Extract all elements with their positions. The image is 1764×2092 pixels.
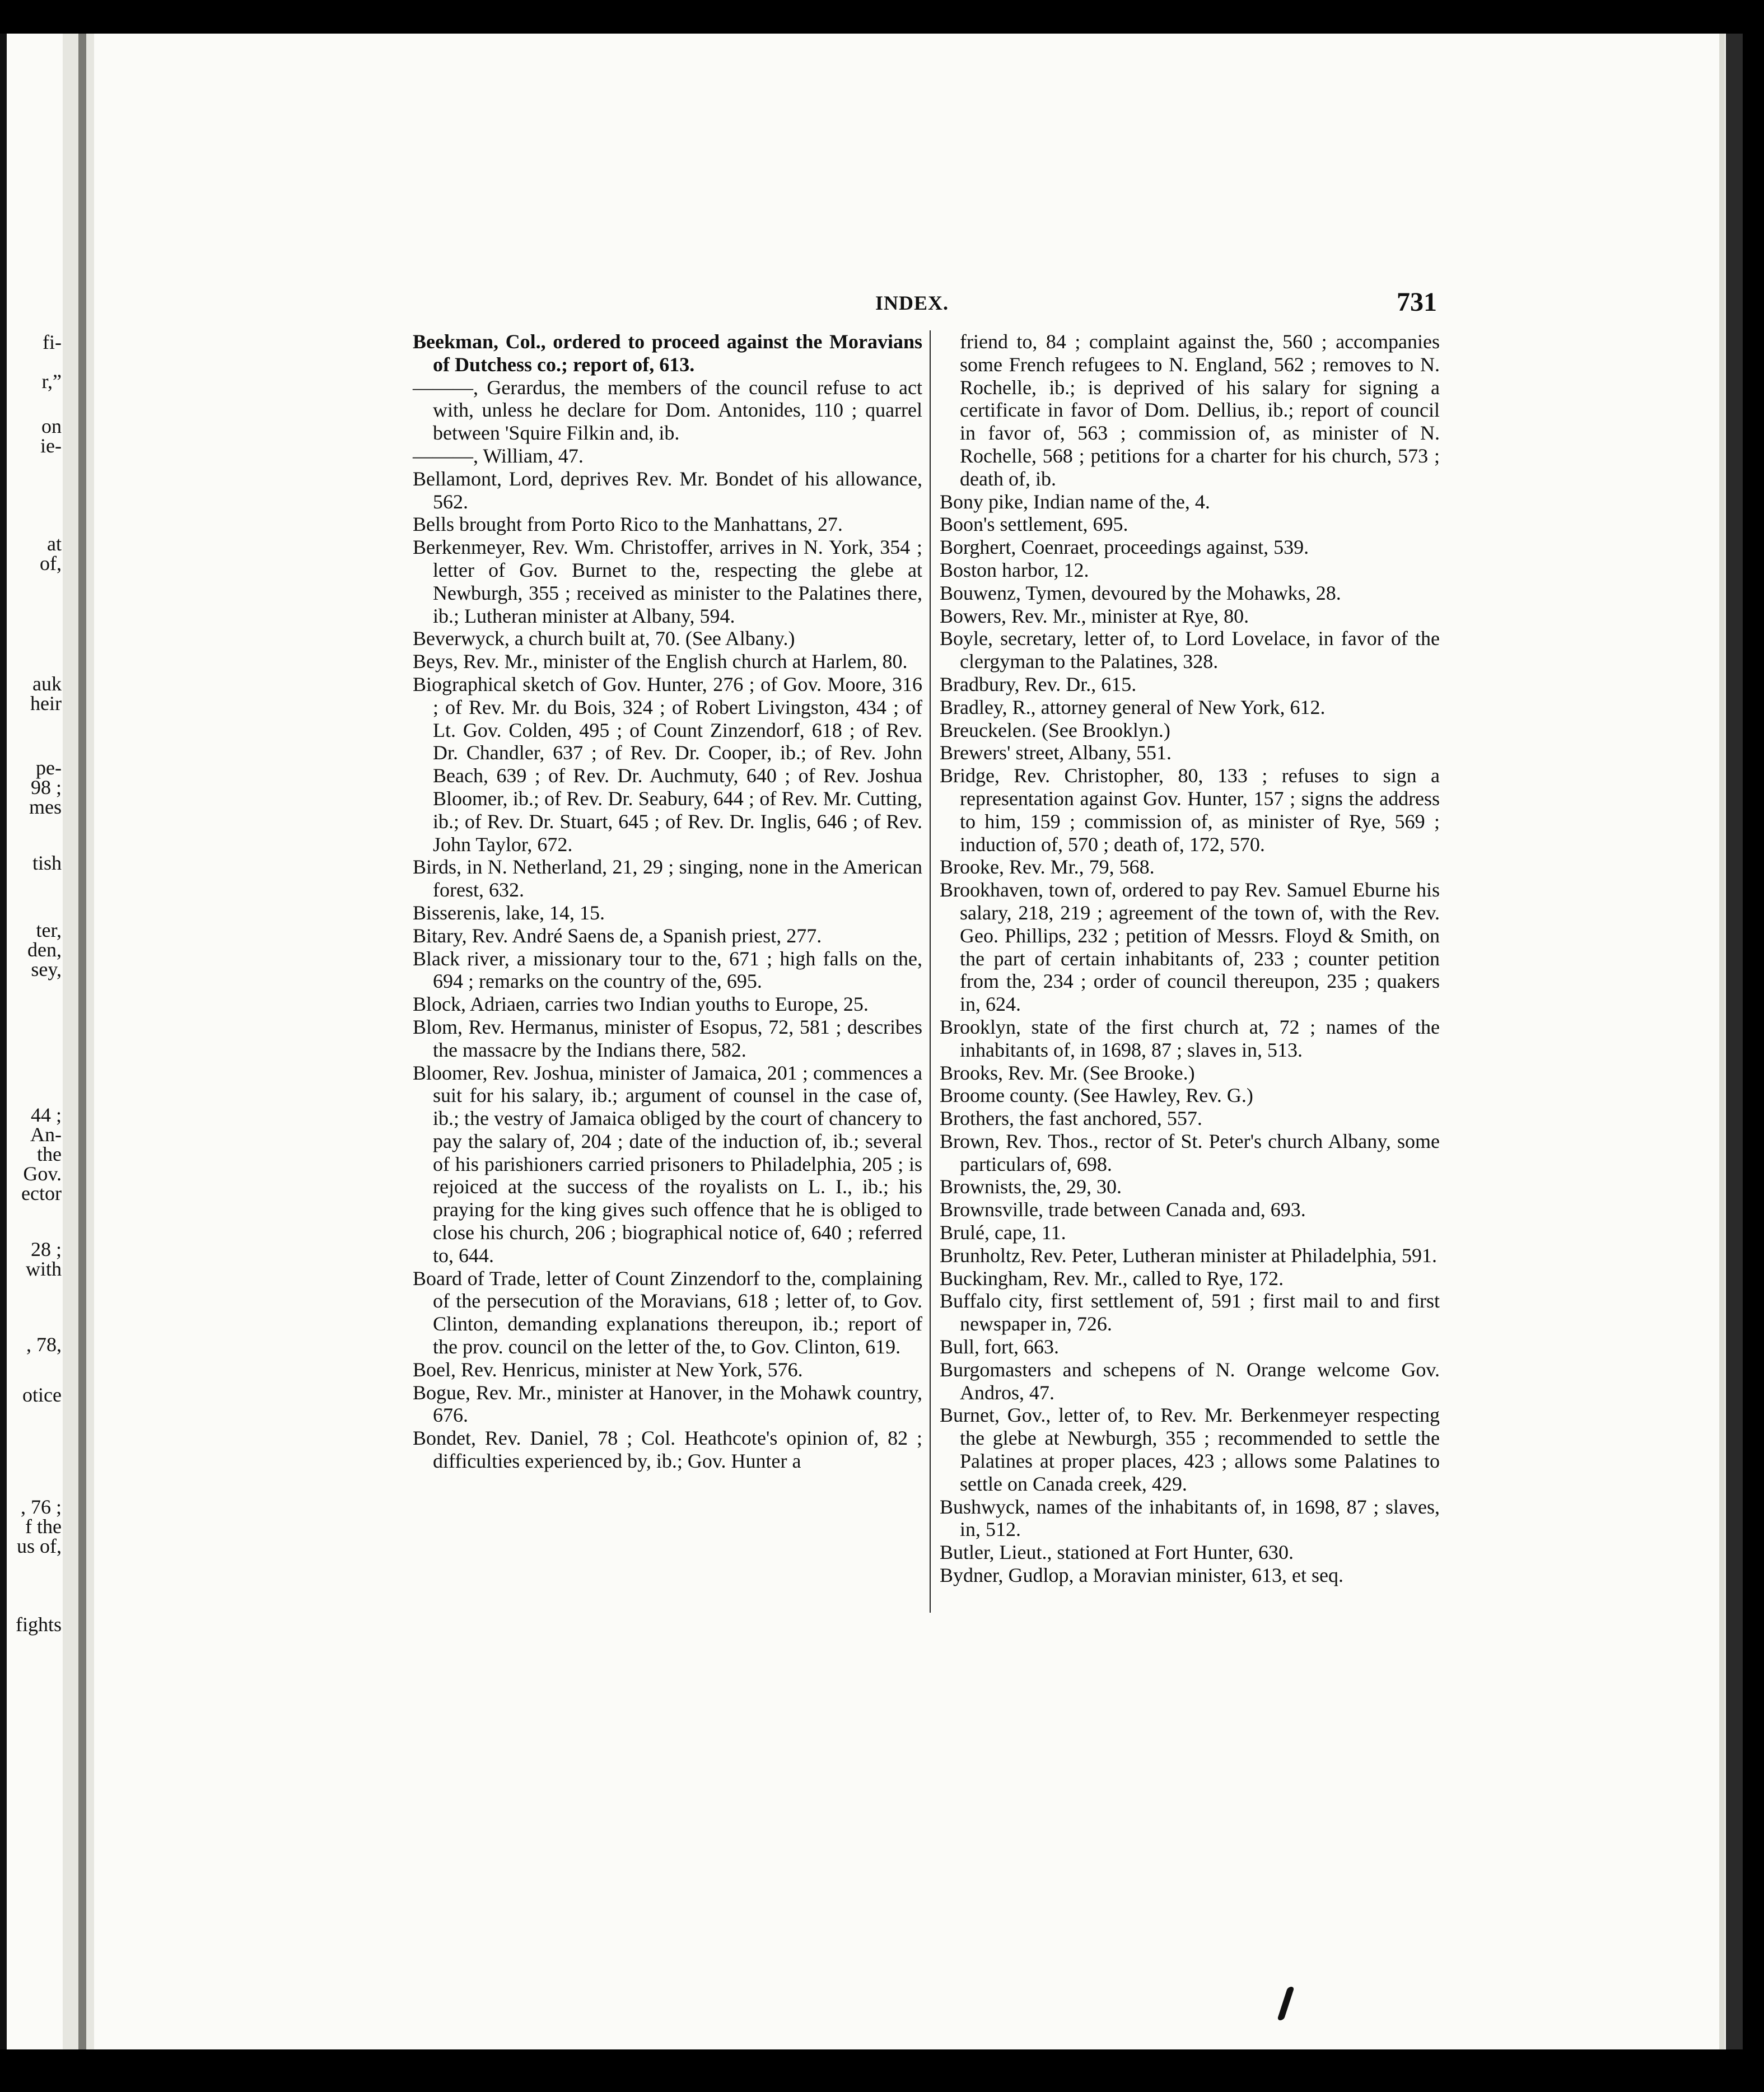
page-number: 731	[1397, 287, 1437, 317]
index-entry: Burgomasters and schepens of N. Orange welcome Gov. Andros, 47.	[940, 1358, 1440, 1404]
index-entry: Boyle, secretary, letter of, to Lord Lovelace, in favor of the clergyman to the Palatines, 328.	[940, 627, 1440, 673]
index-entry: Brulé, cape, 11.	[940, 1221, 1066, 1244]
index-entry: Brewers' street, Albany, 551.	[940, 741, 1172, 764]
index-entry: Bouwenz, Tymen, devoured by the Mohawks, 28.	[940, 581, 1341, 604]
fragment-text: ter,	[36, 919, 62, 941]
fragment-text: heir	[30, 692, 62, 715]
fragment-text: the	[37, 1143, 62, 1165]
index-entry: Brooks, Rev. Mr. (See Brooke.)	[940, 1061, 1195, 1084]
gutter-shadow	[78, 34, 86, 2049]
index-entry: Brownsville, trade between Canada and, 693.	[940, 1198, 1306, 1221]
fragment-text: of,	[40, 552, 62, 575]
index-entry: Bydner, Gudlop, a Moravian minister, 613, et seq.	[940, 1564, 1343, 1587]
column-rule	[930, 330, 931, 1613]
index-entry: Boel, Rev. Henricus, minister at New York, 576.	[413, 1358, 803, 1381]
index-entry: Bells brought from Porto Rico to the Manhattans, 27.	[413, 513, 843, 536]
index-entry: Breuckelen. (See Brooklyn.)	[940, 718, 1170, 741]
previous-page-edge	[0, 34, 7, 2049]
index-entry: Board of Trade, letter of Count Zinzendorf to the, complaining of the persecution of the Moravians, 618 ; letter of, to Gov. Clinton, demanding explanations thereupon, ib.; report of the prov. council on the letter of the, to Gov. Clinton, 619.	[413, 1267, 922, 1358]
page-edge-light	[1719, 34, 1725, 2049]
index-entry: Bisserenis, lake, 14, 15.	[413, 901, 605, 924]
index-entry: Beverwyck, a church built at, 70. (See Albany.)	[413, 627, 795, 650]
index-entry: Beys, Rev. Mr., minister of the English church at Harlem, 80.	[413, 650, 908, 673]
index-entry: Buckingham, Rev. Mr., called to Rye, 172.	[940, 1267, 1284, 1290]
index-entry: Birds, in N. Netherland, 21, 29 ; singing, none in the American forest, 632.	[413, 856, 922, 902]
page-edge-dark	[1726, 34, 1743, 2049]
index-entry: Bradbury, Rev. Dr., 615.	[940, 673, 1137, 695]
fragment-text: den,	[27, 938, 62, 961]
index-entry: Brooklyn, state of the first church at, 72 ; names of the inhabitants of, in 1698, 87 ; slaves in, 513.	[940, 1015, 1440, 1061]
fragment-text: on	[41, 415, 62, 437]
index-entry: Boon's settlement, 695.	[940, 513, 1128, 536]
index-entry: Boston harbor, 12.	[940, 558, 1089, 581]
index-entry: Burnet, Gov., letter of, to Rev. Mr. Berkenmeyer respecting the glebe at Newburgh, 355 ; recommended to settle the Palatines at proper places, 423 ; allows some Palatines to settle on Canada creek, 429.	[940, 1404, 1440, 1495]
index-entry: Block, Adriaen, carries two Indian youths to Europe, 25.	[413, 993, 869, 1016]
fragment-text: auk	[32, 673, 62, 695]
index-entry: friend to, 84 ; complaint against the, 560 ; accompanies some French refugees to N. England, 562 ; removes to N. Rochelle, ib.; is deprived of his salary for signing a certificate in favor of Dom. Dellius, ib.; report of council in favor of, 563 ; commission of, as minister of N. Rochelle, 568 ; petitions for a charter for his church, 573 ; death of, ib.	[960, 330, 1440, 490]
index-entry: Bloomer, Rev. Joshua, minister of Jamaica, 201 ; commences a suit for his salary, ib.; argument of counsel in the case of, ib.; the vestry of Jamaica obliged by the court of chancery to pay the salary of, 204 ; date of the induction of, ib.; several of his parishioners carried prisoners to Philadelphia, 205 ; is rejoiced at the success of the royalists on L. I., ib.; his praying for the king gives such offence that he is obliged to close his church, 206 ; biographical notice of, 640 ; referred to, 644.	[413, 1061, 922, 1267]
fragment-text: pe-	[36, 757, 62, 779]
fragment-text: , 78,	[26, 1333, 62, 1356]
index-entry: Butler, Lieut., stationed at Fort Hunter, 630.	[940, 1541, 1294, 1564]
index-entry: Berkenmeyer, Rev. Wm. Christoffer, arrives in N. York, 354 ; letter of Gov. Burnet to the, respecting the glebe at Newburgh, 355 ; received as minister to the Palatines there, ib.; Lutheran minister at Albany, 594.	[413, 536, 922, 627]
index-entry: Bondet, Rev. Daniel, 78 ; Col. Heathcote's opinion of, 82 ; difficulties experienced by, ib.; Gov. Hunter a	[413, 1427, 922, 1473]
index-entry: Brunholtz, Rev. Peter, Lutheran minister at Philadelphia, 591.	[940, 1244, 1438, 1267]
fragment-text: r,”	[41, 370, 62, 393]
fragment-text: 28 ;	[30, 1238, 62, 1260]
fragment-text: us of,	[17, 1535, 62, 1557]
fragment-text: otice	[22, 1384, 62, 1406]
index-entry: Bitary, Rev. André Saens de, a Spanish priest, 277.	[413, 924, 822, 947]
fragment-text: ector	[21, 1182, 62, 1204]
fragment-text: 44 ;	[30, 1104, 62, 1126]
fragment-text: fights	[15, 1613, 62, 1636]
index-entry: ———, Gerardus, the members of the council refuse to act with, unless he declare for Dom. Antonides, 110 ; quarrel between 'Squire Filkin and, ib.	[413, 376, 922, 445]
fragment-text: tish	[32, 852, 62, 874]
index-entry: Bradley, R., attorney general of New York, 612.	[940, 695, 1326, 718]
fragment-text: Gov.	[23, 1162, 62, 1185]
index-entry: Brown, Rev. Thos., rector of St. Peter's church Albany, some particulars of, 698.	[940, 1129, 1440, 1175]
index-entry: Blom, Rev. Hermanus, minister of Esopus, 72, 581 ; describes the massacre by the Indians there, 582.	[413, 1015, 922, 1061]
index-entry: Bellamont, Lord, deprives Rev. Mr. Bondet of his allowance, 562.	[413, 467, 922, 513]
index-entry: Borghert, Coenraet, proceedings against, 539.	[940, 536, 1309, 559]
index-entry: Bowers, Rev. Mr., minister at Rye, 80.	[940, 604, 1249, 627]
fragment-text: sey,	[31, 958, 62, 980]
index-entry: Bogue, Rev. Mr., minister at Hanover, in the Mohawk country, 676.	[413, 1381, 922, 1427]
fragment-text: with	[25, 1258, 62, 1280]
fragment-text: fi-	[43, 331, 62, 353]
index-entry: Buffalo city, first settlement of, 591 ; first mail to and first newspaper in, 726.	[940, 1290, 1440, 1335]
fragment-text: mes	[29, 796, 62, 818]
index-entry: Bull, fort, 663.	[940, 1335, 1059, 1358]
index-entry: Black river, a missionary tour to the, 671 ; high falls on the, 694 ; remarks on the country of the, 695.	[413, 947, 922, 993]
index-entry: Brooke, Rev. Mr., 79, 568.	[940, 856, 1155, 879]
index-entry: Beekman, Col., ordered to proceed against the Moravians of Dutchess co.; report of, 613.	[413, 330, 922, 376]
running-head: INDEX.	[875, 292, 949, 314]
fragment-text: 98 ;	[30, 776, 62, 798]
index-entry: Bushwyck, names of the inhabitants of, in 1698, 87 ; slaves, in, 512.	[940, 1495, 1440, 1541]
fragment-text: ie-	[40, 435, 62, 457]
index-column-right	[940, 330, 1440, 1587]
index-column-left	[413, 330, 922, 1473]
index-entry: Biographical sketch of Gov. Hunter, 276 ; of Gov. Moore, 316 ; of Rev. Mr. du Bois, 324 ; of Robert Livingston, 434 ; of Lt. Gov. Colden, 495 ; of Count Zinzendorf, 618 ; of Rev. Dr. Chandler, 637 ; of Rev. Dr. Cooper, ib.; of Rev. John Beach, 639 ; of Rev. Dr. Auchmuty, 640 ; of Rev. Joshua Bloomer, ib.; of Rev. Dr. Seabury, 644 ; of Rev. Mr. Cutting, ib.; of Rev. Dr. Stuart, 645 ; of Rev. Dr. Inglis, 646 ; of Rev. John Taylor, 672.	[413, 673, 922, 856]
index-entry: Bridge, Rev. Christopher, 80, 133 ; refuses to sign a representation against Gov. Hunter, 157 ; signs the address to him, 159 ; commission of, as minister of Rye, 569 ; induction of, 570 ; death of, 172, 570.	[940, 764, 1440, 856]
index-entry: ———, William, 47.	[413, 444, 584, 467]
fragment-text: , 76 ;	[20, 1496, 62, 1518]
fragment-text: f the	[25, 1515, 62, 1538]
index-entry: Brownists, the, 29, 30.	[940, 1175, 1122, 1198]
fragment-text: An-	[30, 1123, 62, 1146]
index-entry: Brookhaven, town of, ordered to pay Rev. Samuel Eburne his salary, 218, 219 ; agreement of the town of, with the Rev. Geo. Phillips, 232 ; petition of Messrs. Floyd & Smith, on the part of certain inhabitants of, 233 ; counter petition from the, 234 ; order of council thereupon, 235 ; quakers in, 624.	[940, 879, 1440, 1016]
index-entry: Brothers, the fast anchored, 557.	[940, 1107, 1202, 1130]
index-entry: Bony pike, Indian name of the, 4.	[940, 490, 1210, 513]
index-entry: Broome county. (See Hawley, Rev. G.)	[940, 1084, 1253, 1107]
fragment-text: at	[47, 533, 62, 555]
